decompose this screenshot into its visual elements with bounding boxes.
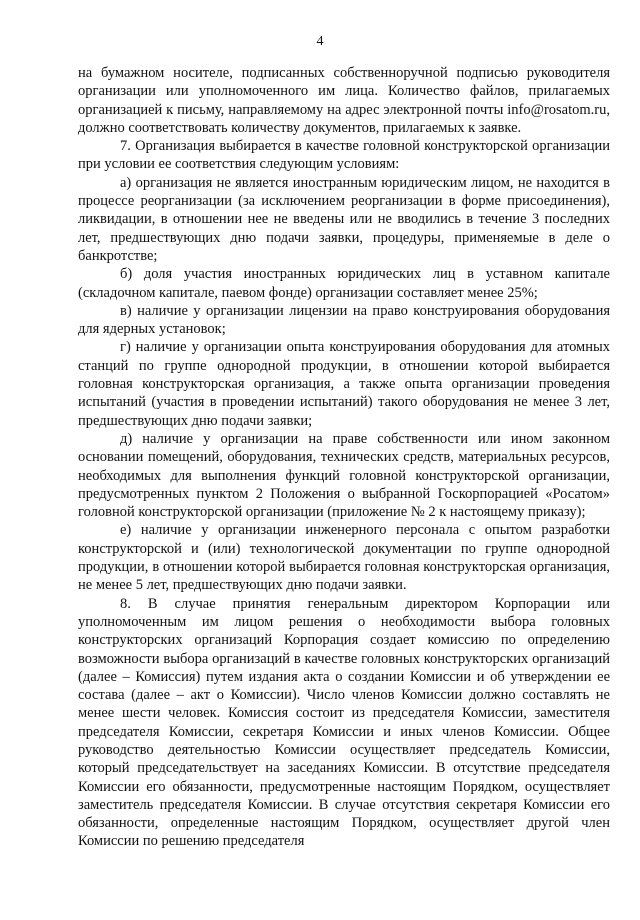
- paragraph-subitem-e: е) наличие у организации инженерного персонала с опытом разработки конструкторской и (или) технологической документации по группе однородной продукции, в отношении которой выбирается головная конструкторская организация, не менее 5 лет, предшествующих дню подачи заявки.: [78, 522, 610, 594]
- paragraph-item-7: 7. Организация выбирается в качестве головной конструкторской организации при условии ее соответствия следующим условиям:: [78, 138, 610, 173]
- paragraph-item-8: 8. В случае принятия генеральным директором Корпорации или уполномоченным им лицом решения о необходимости выбора головных конструкторских организаций Корпорация создает комиссию по определению возможности выбора организаций в качестве головных конструкторских организаций (далее – Комиссия) путем издания акта о создании Комиссии и об утверждении ее состава (далее – акт о Комиссии). Число членов Комиссии должно составлять не менее шести человек. Комиссия состоит из председателя Комиссии, заместителя председателя Комиссии, секретаря Комиссии и иных членов Комиссии. Общее руководство деятельностью Комиссии осуществляет председатель Комиссии, который председательствует на заседаниях Комиссии. В отсутствие председателя Комиссии его обязанности, предусмотренные настоящим Порядком, осуществляет заместитель председателя Комиссии. В случае отсутствия секретаря Комиссии его обязанности, определенные настоящим Порядком, осуществляет другой член Комиссии по решению председателя: [78, 595, 610, 850]
- paragraph-subitem-a: а) организация не является иностранным юридическим лицом, не находится в процессе реорганизации (за исключением реорганизации в форме присоединения), ликвидации, в отношении нее не введены или не вводились в течение 3 последних лет, предшествующих дню подачи заявки, процедуры, применяемые в деле о банкротстве;: [78, 174, 610, 264]
- paragraph-subitem-g: г) наличие у организации опыта конструирования оборудования для атомных станций по группе однородной продукции, в отношении которой выбирается головная конструкторская организация, а также опыта организации проведения испытаний (участия в проведении испытаний) такого оборудования не менее 3 лет, предшествующих дню подачи заявки;: [78, 339, 610, 429]
- paragraph-subitem-v: в) наличие у организации лицензии на право конструирования оборудования для ядерных установок;: [78, 302, 610, 338]
- paragraph-subitem-b: б) доля участия иностранных юридических лиц в уставном капитале (складочном капитале, паевом фонде) организации составляет менее 25%;: [78, 266, 610, 301]
- paragraph-subitem-d: д) наличие у организации на праве собственности или ином законном основании помещений, оборудования, технических средств, материальных ресурсов, необходимых для выполнения функций головной конструкторской организации, предусмотренных пунктом 2 Положения о выбранной Госкорпорацией «Росатом» головной конструкторской организации (приложение № 2 к настоящему приказу);: [78, 430, 610, 521]
- paragraph-continuation: на бумажном носителе, подписанных собственноручной подписью руководителя организации или уполномоченного им лица. Количество файлов, прилагаемых организацией к письму, направляемому на адрес электронной почты info@rosatom.ru, должно соответствовать количеству документов, прилагаемых к заявке.: [78, 65, 610, 136]
- document-body: [78, 64, 610, 851]
- page-number: 4: [316, 34, 324, 49]
